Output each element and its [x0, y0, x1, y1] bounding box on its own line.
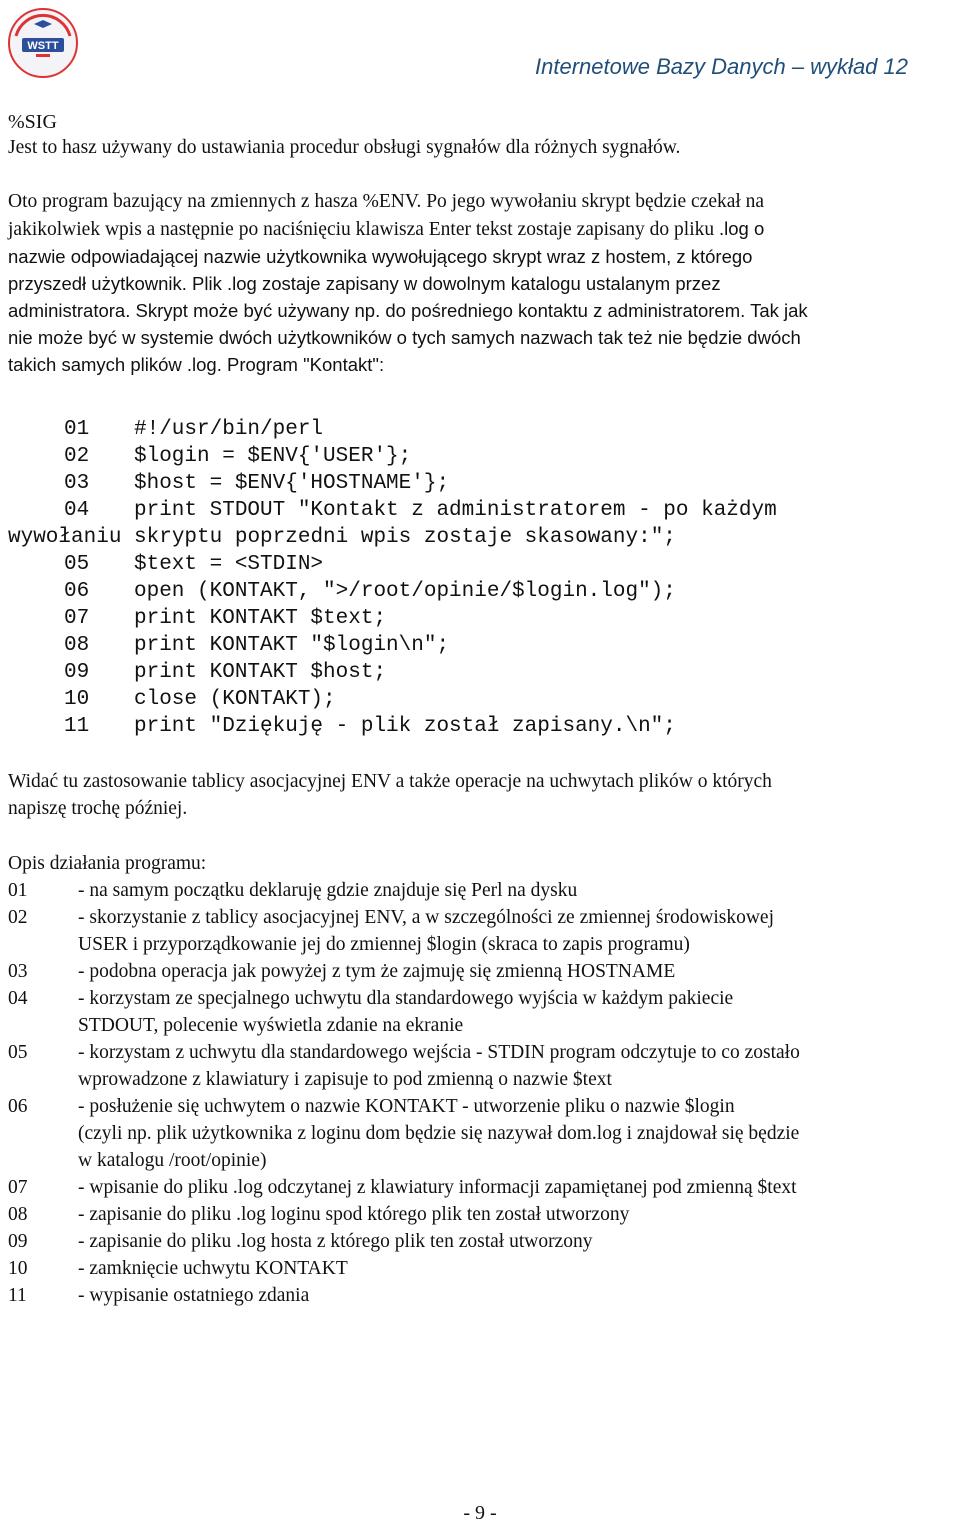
intro-line-tail: .log o [719, 218, 765, 239]
intro-line: nazwie odpowiadającej nazwie użytkownika wywołującego skrypt wraz z hostem, z którego [8, 246, 753, 267]
description-row [8, 877, 952, 904]
description-text: - wpisanie do pliku .log odczytanej z klawiatury informacji zapamiętanej pod zmienną $text [78, 1177, 797, 1198]
description-row [8, 1174, 952, 1201]
code-line-text: $login = $ENV{'USER'}; [134, 445, 412, 468]
intro-line: administratora. Skrypt może być używany np. do pośredniego kontaktu z administratorem. Tak jak [8, 300, 808, 321]
code-line-number: 10 [64, 688, 90, 711]
code-line-text: print "Dziękuję - plik został zapisany.\n"; [134, 715, 676, 738]
code-line-number: 02 [64, 445, 90, 468]
intro-paragraph [8, 188, 952, 378]
code-line-text: print KONTAKT $host; [134, 661, 387, 684]
intro-line-text: jakikolwiek wpis a następnie po naciśnięciu klawisza Enter tekst zostaje zapisany do pliku [8, 219, 715, 240]
program-description [8, 850, 952, 1309]
description-text: - zapisanie do pliku .log hosta z którego plik ten został utworzony [78, 1231, 593, 1252]
code-line-text: close (KONTAKT); [134, 688, 336, 711]
document-body [8, 108, 952, 1309]
after-code-paragraph [8, 768, 952, 822]
svg-text:WSTT: WSTT [27, 40, 59, 52]
code-line-text: print KONTAKT "$login\n"; [134, 634, 450, 657]
description-title: Opis działania programu: [8, 853, 207, 874]
description-row [8, 1093, 952, 1174]
description-number: 02 [8, 907, 28, 928]
code-line-text: print KONTAKT $text; [134, 607, 387, 630]
description-number: 11 [8, 1285, 27, 1306]
code-line-number: 06 [64, 580, 90, 603]
description-number: 06 [8, 1096, 28, 1117]
description-number: 09 [8, 1231, 28, 1252]
description-number: 03 [8, 961, 28, 982]
code-line [8, 443, 952, 470]
code-line [8, 632, 952, 659]
description-number: 05 [8, 1042, 28, 1063]
code-line-text: print STDOUT "Kontakt z administratorem - po każdym [134, 499, 777, 522]
description-text: - zamknięcie uchwytu KONTAKT [78, 1258, 348, 1279]
description-text: - na samym początku deklaruję gdzie znajduje się Perl na dysku [78, 880, 578, 901]
code-line-number: 11 [64, 715, 90, 738]
code-line-number: 01 [64, 418, 90, 441]
code-line-number: 04 [64, 499, 90, 522]
section-title-sig: %SIG [8, 111, 57, 133]
code-line [8, 605, 952, 632]
description-row [8, 904, 952, 958]
page-number: - 9 - [463, 1502, 497, 1524]
intro-line: Oto program bazujący na zmiennych z hasza %ENV. Po jego wywołaniu skrypt będzie czekał na [8, 191, 765, 212]
description-row [8, 1228, 952, 1255]
description-text: wprowadzone z klawiatury i zapisuje to pod zmienną o nazwie $text [78, 1069, 612, 1090]
description-text: w katalogu /root/opinie) [78, 1150, 267, 1171]
description-text: - wypisanie ostatniego zdania [78, 1285, 310, 1306]
code-line-number: 03 [64, 472, 90, 495]
code-line [8, 686, 952, 713]
code-line [8, 713, 952, 740]
code-line-number: 08 [64, 634, 90, 657]
paragraph-line: Widać tu zastosowanie tablicy asocjacyjnej ENV a także operacje na uchwytach plików o których [8, 771, 772, 792]
description-number: 08 [8, 1204, 28, 1225]
description-row [8, 958, 952, 985]
intro-line: takich samych plików .log. Program "Kontakt": [8, 354, 385, 375]
description-number: 07 [8, 1177, 28, 1198]
description-text: - zapisanie do pliku .log loginu spod którego plik ten został utworzony [78, 1204, 630, 1225]
description-row [8, 1201, 952, 1228]
code-line [8, 470, 952, 497]
sig-description: Jest to hasz używany do ustawiania procedur obsługi sygnałów dla różnych sygnałów. [8, 137, 681, 158]
header-title: Internetowe Bazy Danych – wykład 12 [535, 54, 908, 79]
code-line-continuation [8, 524, 952, 551]
paragraph-line: napiszę trochę później. [8, 798, 188, 819]
intro-line: nie może być w systemie dwóch użytkowników o tych samych nazwach tak też nie będzie dwóch [8, 327, 801, 348]
description-row [8, 1039, 952, 1093]
code-listing [8, 416, 952, 740]
description-text: - podobna operacja jak powyżej z tym że zajmuję się zmienną HOSTNAME [78, 961, 676, 982]
description-text: - korzystam ze specjalnego uchwytu dla standardowego wyjścia w każdym pakiecie [78, 988, 734, 1009]
description-number: 10 [8, 1258, 28, 1279]
code-line [8, 416, 952, 443]
description-number: 04 [8, 988, 28, 1009]
description-text: STDOUT, polecenie wyświetla zdanie na ekranie [78, 1015, 464, 1036]
wstt-logo [6, 6, 80, 80]
description-number: 01 [8, 880, 28, 901]
code-line [8, 578, 952, 605]
description-text: USER i przyporządkowanie jej do zmiennej $login (skraca to zapis programu) [78, 934, 690, 955]
code-line [8, 659, 952, 686]
code-line-number: 09 [64, 661, 90, 684]
code-line-text: wywołaniu skryptu poprzedni wpis zostaje skasowany:"; [8, 526, 676, 549]
description-text: (czyli np. plik użytkownika z loginu dom będzie się nazywał dom.log i znajdował się będzie [78, 1123, 800, 1144]
description-text: - posłużenie się uchwytem o nazwie KONTAKT - utworzenie pliku o nazwie $login [78, 1096, 735, 1117]
description-row [8, 985, 952, 1039]
description-text: - korzystam z uchwytu dla standardowego wejścia - STDIN program odczytuje to co zostało [78, 1042, 800, 1063]
code-line-text: $text = <STDIN> [134, 553, 324, 576]
code-line-text: #!/usr/bin/perl [134, 418, 324, 441]
code-line-text: $host = $ENV{'HOSTNAME'}; [134, 472, 450, 495]
description-text: - skorzystanie z tablicy asocjacyjnej ENV, a w szczególności ze zmiennej środowiskowej [78, 907, 774, 928]
description-row [8, 1282, 952, 1309]
code-line-number: 07 [64, 607, 90, 630]
code-line [8, 551, 952, 578]
description-row [8, 1255, 952, 1282]
code-line-number: 05 [64, 553, 90, 576]
intro-line [8, 215, 952, 243]
code-line-text: open (KONTAKT, ">/root/opinie/$login.log"); [134, 580, 676, 603]
code-line [8, 497, 952, 524]
intro-line: przyszedł użytkownik. Plik .log zostaje zapisany w dowolnym katalogu ustalanym przez [8, 273, 721, 294]
